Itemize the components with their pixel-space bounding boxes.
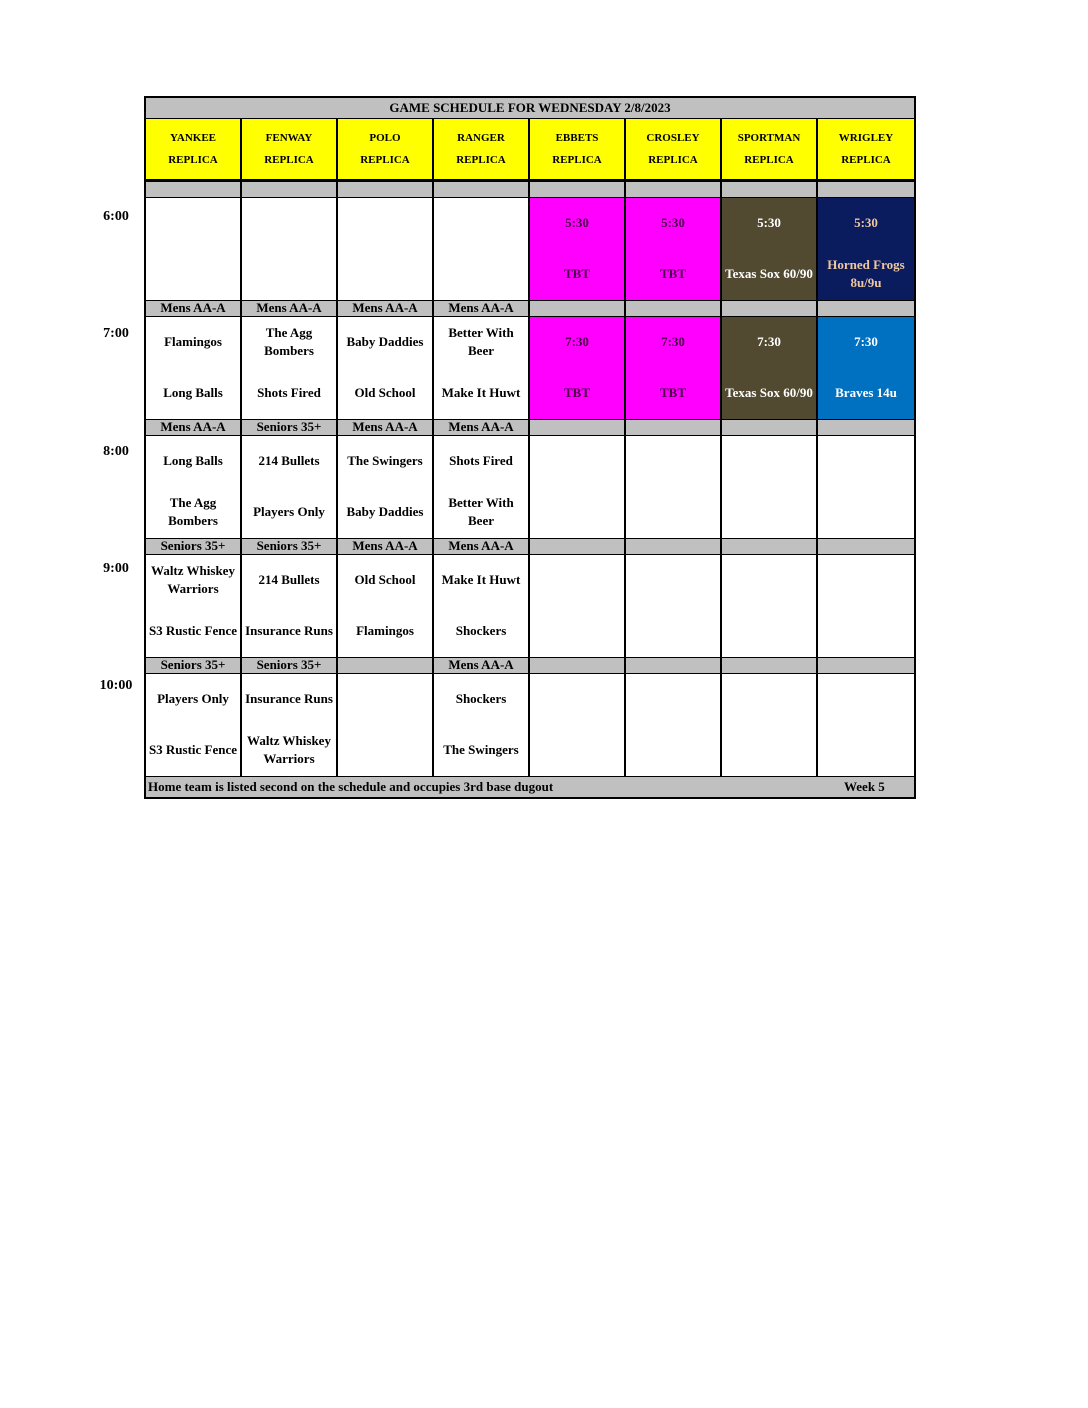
home-team: S3 Rustic Fence [148,623,238,638]
game-cell [338,198,434,300]
division-label: Seniors 35+ [146,539,242,554]
game-row [146,317,914,419]
field-name: EBBETS [555,132,599,144]
home-team: Insurance Runs [245,623,333,638]
division-label [626,301,722,316]
game-cell [818,555,914,657]
field-sub: REPLICA [264,154,314,166]
visiting-team: 5:30 [854,215,878,230]
visiting-team: Insurance Runs [245,691,333,706]
game-cell [626,198,722,300]
game-cell [434,436,530,538]
visiting-team: Shots Fired [449,453,513,468]
division-label [242,182,338,197]
game-cell [146,555,242,657]
home-team: Old School [354,385,416,400]
game-cell [242,198,338,300]
field-sub: REPLICA [744,154,794,166]
game-cell [818,674,914,776]
division-label [626,539,722,554]
division-label: Mens AA-A [434,420,530,435]
visiting-team: 214 Bullets [258,453,320,468]
visiting-team: The Swingers [347,453,423,468]
game-row [146,555,914,657]
field-header-crosley [626,119,722,179]
game-cell [722,198,818,300]
game-cell [338,674,434,776]
division-label [530,658,626,673]
division-label: Mens AA-A [146,301,242,316]
home-team: Better With Beer [448,495,514,528]
visiting-team: Baby Daddies [346,334,424,349]
division-label [530,182,626,197]
division-label [530,539,626,554]
field-sub: REPLICA [552,154,602,166]
division-label: Mens AA-A [338,301,434,316]
game-cell [626,317,722,419]
home-team: Horned Frogs 8u/9u [827,257,905,290]
game-cell [338,555,434,657]
field-header-sportman [722,119,818,179]
division-label [818,539,914,554]
field-header-row [146,119,914,180]
division-label: Mens AA-A [146,420,242,435]
game-cell [818,436,914,538]
visiting-team: 7:30 [661,334,685,349]
home-team: Shots Fired [257,385,321,400]
field-name: POLO [369,132,401,144]
game-cell [338,317,434,419]
field-header-polo [338,119,434,179]
time-slot-label: 10:00 [99,678,133,693]
division-row [146,538,914,555]
field-sub: REPLICA [456,154,506,166]
game-cell [626,436,722,538]
division-label: Seniors 35+ [242,539,338,554]
field-sub: REPLICA [841,154,891,166]
field-sub: REPLICA [168,154,218,166]
visiting-team: 5:30 [565,215,589,230]
game-cell [434,674,530,776]
division-label [338,658,434,673]
time-slot-label: 7:00 [103,326,129,341]
game-row [146,198,914,300]
home-team: TBT [659,266,686,281]
home-team: Shockers [455,623,507,638]
game-cell [242,674,338,776]
division-label: Seniors 35+ [242,658,338,673]
week-label: Week 5 [844,779,885,794]
game-cell [530,555,626,657]
game-cell [530,198,626,300]
game-cell [818,198,914,300]
field-name: RANGER [457,132,505,144]
field-name: SPORTMAN [737,132,801,144]
visiting-team: 7:30 [757,334,781,349]
division-label [146,182,242,197]
field-header-yankee [146,119,242,179]
game-cell [530,317,626,419]
home-team: The Agg Bombers [168,495,218,528]
game-cell [722,317,818,419]
division-label: Mens AA-A [338,539,434,554]
game-cell [530,674,626,776]
visiting-team: Old School [354,572,416,587]
game-cell [146,198,242,300]
visiting-team: 5:30 [661,215,685,230]
division-label [722,301,818,316]
division-label: Mens AA-A [434,539,530,554]
visiting-team: Better With Beer [448,325,514,358]
home-team: Waltz Whiskey Warriors [247,733,331,766]
field-header-ranger [434,119,530,179]
field-header-fenway [242,119,338,179]
home-team-note: Home team is listed second on the schedule and occupies 3rd base dugout [148,779,554,794]
game-cell [722,555,818,657]
division-label: Mens AA-A [338,420,434,435]
home-team: Players Only [253,504,325,519]
game-row [146,674,914,776]
division-label [818,301,914,316]
game-cell [242,555,338,657]
division-label [530,420,626,435]
visiting-team: 7:30 [565,334,589,349]
home-team: The Swingers [443,742,519,757]
visiting-team: Flamingos [164,334,222,349]
game-cell [626,674,722,776]
visiting-team: 214 Bullets [258,572,320,587]
game-cell [530,436,626,538]
division-label [818,658,914,673]
game-cell [434,317,530,419]
home-team: S3 Rustic Fence [148,742,238,757]
home-team: Texas Sox 60/90 [725,266,813,281]
game-cell [146,436,242,538]
time-slot-label: 9:00 [103,561,129,576]
division-label [722,539,818,554]
game-cell [722,436,818,538]
division-label [626,658,722,673]
field-name: FENWAY [265,132,313,144]
visiting-team: Players Only [157,691,229,706]
game-cell [818,317,914,419]
division-label: Mens AA-A [434,301,530,316]
visiting-team: Shockers [455,691,507,706]
division-label [626,182,722,197]
game-cell [626,555,722,657]
visiting-team: 7:30 [854,334,878,349]
game-cell [434,198,530,300]
division-row [146,419,914,436]
time-slot-label: 6:00 [103,209,129,224]
visiting-team: 5:30 [757,215,781,230]
schedule-footer [146,776,914,797]
home-team: TBT [563,385,590,400]
field-name: CROSLEY [646,132,700,144]
schedule-title: GAME SCHEDULE FOR WEDNESDAY 2/8/2023 [146,98,914,119]
schedule-table [144,96,916,799]
field-sub: REPLICA [360,154,410,166]
division-label [722,420,818,435]
division-row [146,300,914,317]
division-row [146,180,914,198]
visiting-team: The Agg Bombers [264,325,314,358]
visiting-team: Make It Huwt [441,572,521,587]
division-label: Seniors 35+ [242,420,338,435]
field-sub: REPLICA [648,154,698,166]
division-row [146,657,914,674]
home-team: Make It Huwt [441,385,521,400]
visiting-team: Waltz Whiskey Warriors [151,563,235,596]
division-label: Seniors 35+ [146,658,242,673]
game-cell [722,674,818,776]
field-name: WRIGLEY [838,132,894,144]
time-slot-label: 8:00 [103,444,129,459]
time-slots [146,180,914,776]
division-label [338,182,434,197]
home-team: Baby Daddies [346,504,424,519]
home-team: Braves 14u [835,385,897,400]
division-label [818,420,914,435]
field-name: YANKEE [169,132,217,144]
game-row [146,436,914,538]
home-team: TBT [563,266,590,281]
visiting-team: Long Balls [163,453,223,468]
field-header-wrigley [818,119,914,179]
division-label [434,182,530,197]
division-label [722,182,818,197]
game-cell [242,317,338,419]
home-team: Flamingos [356,623,414,638]
division-label: Mens AA-A [434,658,530,673]
division-label [626,420,722,435]
division-label [530,301,626,316]
home-team: Texas Sox 60/90 [725,385,813,400]
game-cell [146,317,242,419]
home-team: TBT [659,385,686,400]
division-label: Mens AA-A [242,301,338,316]
home-team: Long Balls [163,385,223,400]
game-cell [146,674,242,776]
game-cell [434,555,530,657]
game-cell [338,436,434,538]
division-label [818,182,914,197]
game-cell [242,436,338,538]
field-header-ebbets [530,119,626,179]
division-label [722,658,818,673]
